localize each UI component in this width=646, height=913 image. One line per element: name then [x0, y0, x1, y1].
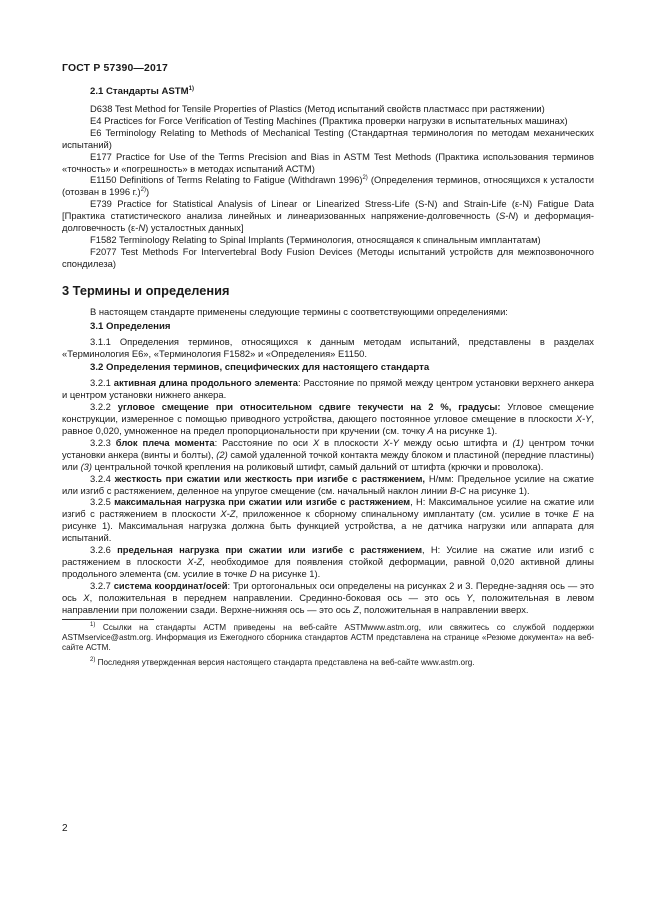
astm-ref-e6: E6 Terminology Relating to Methods of Mechanical Testing (Стандартная терминология по методам механических испытаний) — [62, 126, 594, 150]
section-3-intro: В настоящем стандарте применены следующие термины с соответствующими определениями: — [90, 305, 508, 317]
document-page — [62, 0, 594, 913]
astm-ref-e177: E177 Practice for Use of the Terms Precision and Bias in ASTM Test Methods (Практика использования терминов «точность» и «погрешность» в методах испытаний АСТМ) — [62, 150, 594, 174]
page-content — [62, 86, 594, 668]
term-3-2-3: 3.2.3 блок плеча момента: Расстояние по оси X в плоскости X-Y между осью штифта и (1) центром точки установки анкера (винты и болты), (2) самой удаленной точкой контакта между блоком и пластиной (передние пластины) или (3) центральной точкой крепления на роликовый штифт, самый дальний от штифта (крючки и проволока). — [62, 436, 594, 472]
section-3-2-title: 3.2 Определения терминов, специфических для настоящего стандарта — [90, 362, 430, 374]
term-3-2-5: 3.2.5 максимальная нагрузка при сжатии или изгибе с растяжением, Н: Максимальное усилие на сжатие или изгиб с растяжением в плоскости X-Z, приложенное к сборному спинальному имплантату (см. усилие в точке E на рисунке 1). Максимальная нагрузка должна быть функцией устройства, а не датчика нагрузки или аппарата для испытаний. — [62, 496, 594, 544]
astm-ref-e1150: E1150 Definitions of Terms Relating to Fatigue (Withdrawn 1996)$^{2)}$ (Определения терминов, относящихся к усталости (отозван в 1996 г.)$^{2)}$) — [62, 174, 595, 198]
astm-ref-d638: D638 Test Method for Tensile Properties of Plastics (Метод испытаний свойств пластмасс при растяжении) — [90, 103, 545, 114]
astm-ref-f1582: F1582 Terminology Relating to Spinal Implants (Терминология, относящаяся к спинальным имплантатам) — [90, 233, 541, 245]
footnote-2: $^{2)}$ Последняя утвержденная версия настоящего стандарта представлена на веб-сайте www.astm.org. — [90, 656, 475, 667]
term-3-2-2: 3.2.2 угловое смещение при относительном сдвиге текучести на 2 %, градусы: Угловое смещение конструкции, измеренное с помощью приводного устройства, дающего постоянное угловое смещение в плоскости X-Y, равное 0,020, умноженное на предел пропорциональности при кручении (см. точку A на рисунке 1). — [62, 401, 594, 437]
term-3-2-7: 3.2.7 система координат/осей: Три ортогональных оси определены на рисунках 2 и 3. Передне-задняя ось — это ось X, положительная в переднем направлении. Срединно-боковая ось — это ось Y, положительная в левом направлении при положении сзади. Верхне-нижняя ось — это ось Z, положительная в направлении вверх. — [62, 579, 595, 615]
section-3-title: 3 Термины и определения — [62, 282, 230, 298]
section-2-1-title: 2.1 Стандарты ASTM$^{1)}$ — [90, 86, 194, 97]
astm-ref-e739: E739 Practice for Statistical Analysis of Linear or Linearized Stress-Life (S-N) and Strain-Life (ε-N) Fatigue Data [Практика статистического анализа линейных и линеаризованных напряжение-долговечность (S-N) и деформация-долговечность (ε-N) усталостных данных] — [62, 198, 595, 234]
footnote-1: $^{1)}$ Ссылки на стандарты АСТМ приведены на веб-сайте ASTMwww.astm.org, или свяжитесь со службой поддержки ASTMservice@astm.org. Информация из Ежегодного сборника стандартов АСТМ представлена на странице «Резюме документа» на веб-сайте АСТМ. — [62, 621, 594, 653]
section-3-1-title: 3.1 Определения — [90, 320, 171, 332]
clause-3-1-1: 3.1.1 Определения терминов, относящихся к данным методам испытаний, представлены в разделах «Терминология E6», «Терминология F1582» и «Определения» E1150. — [62, 335, 594, 359]
astm-ref-f2077: F2077 Test Methods For Intervertebral Body Fusion Devices (Методы испытаний устройств для межпозвоночного спондилеза) — [62, 245, 594, 269]
term-3-2-1: 3.2.1 активная длина продольного элемента: Расстояние по прямой между центром установки верхнего анкера и центром установки нижнего анкера. — [62, 377, 594, 401]
astm-ref-e4: E4 Practices for Force Verification of Testing Machines (Практика проверки нагрузки в испытательных машинах) — [90, 114, 568, 126]
standard-designation: ГОСТ Р 57390—2017 — [62, 63, 168, 74]
page-number: 2 — [62, 823, 68, 834]
term-3-2-4: 3.2.4 жесткость при сжатии или жесткость при изгибе с растяжением, Н/мм: Предельное усилие на сжатие или изгиб с растяжением, деленное на упругое смещение (см. начальный наклон линии B-C на рисунке 1). — [62, 472, 594, 496]
term-3-2-6: 3.2.6 предельная нагрузка при сжатии или изгибе с растяжением, Н: Усилие на сжатие или изгиб с растяжением в плоскости X-Z, необходимое для появления стойкой деформации, равной 0,020 активной длины продольного элемента (см. усилие в точке D на рисунке 1). — [62, 544, 594, 579]
